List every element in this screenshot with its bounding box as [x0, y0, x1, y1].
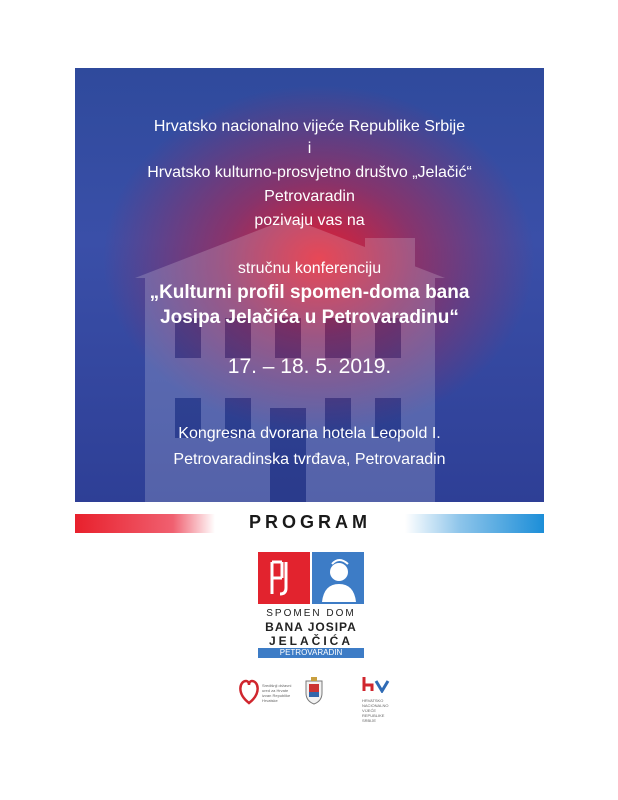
- sponsor-logo-2: [303, 675, 325, 717]
- logo-text-4: PETROVARADIN: [258, 648, 364, 658]
- program-heading: PROGRAM: [249, 512, 371, 532]
- hnv-logo-icon: [362, 675, 392, 693]
- organizer-2-location: Petrovaradin: [264, 188, 355, 205]
- spomen-dom-logo: [258, 552, 364, 658]
- logo-text-2: BANA JOSIPA: [265, 620, 357, 634]
- event-title-line-2: Josipa Jelačića u Petrovaradinu“: [160, 307, 459, 328]
- sponsor-1-text: Središnji državni ured za Hrvate izvan Republike Hrvatske: [262, 683, 292, 703]
- logo-text-3: JELAČIĆA: [268, 634, 353, 648]
- invitation-text: pozivaju vas na: [254, 212, 365, 229]
- coat-of-arms-icon: [303, 675, 325, 705]
- event-date: 17. – 18. 5. 2019.: [227, 355, 392, 378]
- blue-gradient-bar: [405, 514, 544, 533]
- venue-line-2: Petrovaradinska tvrđava, Petrovaradin: [173, 451, 446, 468]
- logo-portrait-icon: [312, 552, 364, 604]
- venue-line-1: Kongresna dvorana hotela Leopold I.: [178, 425, 441, 442]
- event-type: stručnu konferenciju: [237, 260, 382, 277]
- sponsor-logo-3: [362, 675, 402, 723]
- invitation-poster: [75, 68, 544, 502]
- event-title-line-1: „Kulturni profil spomen-doma bana: [149, 282, 470, 303]
- logo-bj-monogram: [258, 552, 310, 604]
- sponsor-3-text: HRVATSKO NACIONALNO VIJEĆE REPUBLIKE SRBIJE: [362, 698, 389, 723]
- organizer-2: Hrvatsko kulturno-prosvjetno društvo „Jelačić“: [147, 164, 472, 181]
- red-gradient-bar: [75, 514, 215, 533]
- conjunction: i: [307, 140, 312, 157]
- organizer-1: Hrvatsko nacionalno vijeće Republike Srbije: [153, 118, 466, 135]
- logo-text-1: SPOMEN DOM: [266, 608, 356, 619]
- sponsor-logo-1: [238, 675, 298, 717]
- heart-icon: [238, 675, 260, 705]
